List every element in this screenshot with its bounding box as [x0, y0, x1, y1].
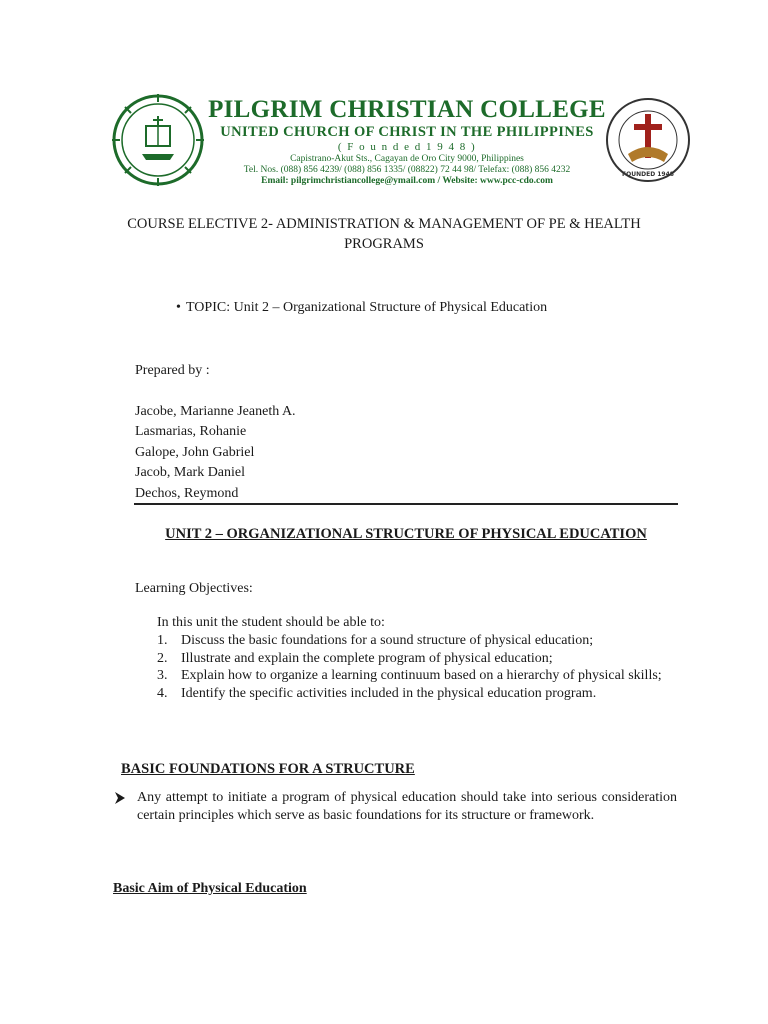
- learning-objectives-intro: In this unit the student should be able to:: [157, 615, 385, 630]
- author-name: Dechos, Reymond: [135, 485, 239, 501]
- right-seal-founded: FOUNDED 1948: [622, 171, 674, 178]
- author-name: Jacob, Mark Daniel: [135, 465, 246, 481]
- objectives-list: [157, 632, 677, 702]
- unit-heading: UNIT 2 – ORGANIZATIONAL STRUCTURE OF PHYSICAL EDUCATION: [165, 526, 647, 542]
- basic-aim-heading: Basic Aim of Physical Education: [113, 881, 307, 896]
- topic-text: TOPIC: Unit 2 – Organizational Structure of Physical Education: [186, 300, 548, 315]
- author-name: Jacobe, Marianne Jeaneth A.: [135, 404, 296, 419]
- list-item-number: 2.: [157, 650, 168, 666]
- college-name: PILGRIM CHRISTIAN COLLEGE: [208, 96, 606, 123]
- topic-bullet: •: [176, 300, 181, 315]
- list-item-text: Discuss the basic foundations for a sound structure of physical education;: [181, 633, 594, 648]
- letterhead: [112, 92, 692, 188]
- letterhead-text: [208, 96, 606, 187]
- affiliation: UNITED CHURCH OF CHRIST IN THE PHILIPPINES: [220, 124, 594, 140]
- college-phones: Tel. Nos. (088) 856 4239/ (088) 856 1335/ (08822) 72 44 98/ Telefax: (088) 856 4232: [243, 165, 571, 175]
- course-title: COURSE ELECTIVE 2- ADMINISTRATION & MANAGEMENT OF PE & HEALTH PROGRAMS: [127, 216, 641, 252]
- horizontal-divider: [134, 503, 678, 505]
- pilgrim-seal-icon: [112, 94, 204, 186]
- arrowhead-bullet-icon: [114, 791, 126, 805]
- ucc-cross-seal-icon: [604, 96, 692, 184]
- list-item-number: 1.: [157, 633, 168, 648]
- founded-year: ( F o u n d e d 1 9 4 8 ): [337, 141, 477, 153]
- list-item: [157, 632, 677, 650]
- list-item-text: Identify the specific activities included in the physical education program.: [181, 685, 597, 701]
- author-name: Galope, John Gabriel: [135, 444, 255, 460]
- list-item-number: 3.: [157, 668, 168, 684]
- learning-objectives-label: Learning Objectives:: [135, 581, 253, 596]
- list-item-text: Explain how to organize a learning continuum based on a hierarchy of physical skills;: [181, 668, 662, 684]
- foundations-paragraph-text: Any attempt to initiate a program of physical education should take into serious consideration certain principles which serve as basic foundations for its structure or framework.: [137, 790, 677, 823]
- basic-foundations-heading: BASIC FOUNDATIONS FOR A STRUCTURE: [121, 761, 415, 777]
- list-item-text: Illustrate and explain the complete program of physical education;: [181, 650, 553, 666]
- list-item: [157, 685, 677, 703]
- topic-line: [176, 299, 548, 317]
- list-item-number: 4.: [157, 685, 168, 701]
- author-name: Lasmarias, Rohanie: [135, 424, 247, 440]
- author-list: [135, 402, 296, 504]
- list-item: [157, 667, 677, 685]
- list-item: [157, 650, 677, 668]
- prepared-by-label: Prepared by :: [135, 363, 210, 378]
- college-address: Capistrano-Akut Sts., Cagayan de Oro City 9000, Philippines: [290, 154, 524, 164]
- college-email-website: Email: pilgrimchristiancollege@ymail.com / Website: www.pcc-cdo.com: [261, 176, 553, 186]
